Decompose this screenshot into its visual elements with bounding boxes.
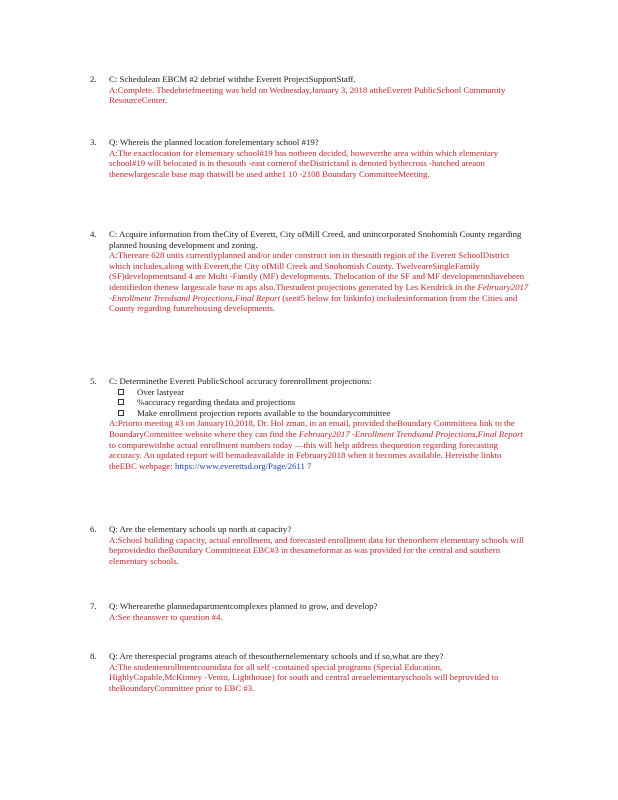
- item-number: 6.: [90, 524, 97, 534]
- item-question: C: Acquire information from theCity of Everett, City ofMill Creed, and unincorporated Snohomish County regarding planned housing development and zoning.: [109, 229, 522, 250]
- item-number: 2.: [90, 74, 97, 84]
- bullet-item: [109, 387, 530, 398]
- report-title: February2017 -Enrollment Trendsand Projections,Final Report: [298, 428, 523, 439]
- item-answer: [109, 250, 530, 314]
- answer-text: A:Thereare 628 units currentlyplanned and/or under construct ion in thesouth region of the Everett SchoolDistrict which includes,along with Everett,the City ofMill Creek and Snohomish County. TwelveareSingleFamily (SF)developmentsand 4 are Multi -Family (MF) developments. Thelocation of the SF and MF developmentshavebeen identifiedon thenew largescale base m aps also.Thestudent projections generated by Les Kendrick in the: [109, 250, 525, 292]
- item-question: Q: Are therespecial programs ateach of thesouthernelementary schools and if so,what are they?: [109, 651, 444, 661]
- item-number: 5.: [90, 376, 97, 386]
- bullet-text: %accuracy regarding thedata and projections: [137, 397, 296, 408]
- item-answer: A:The exactlocation for elementary school#19 has notbeen decided, howeverthe area within which elementary school#19 will belocated is in thesouth -east cornerof theDistrictand is denoted bythecross -hatched areaon thenewlargescale base map thatwill be used atthe1 10 -2108 Boundary CommitteeMeeting.: [109, 147, 499, 179]
- item-number: 7.: [90, 601, 97, 611]
- item-question: C: Schedulean EBCM #2 debrief withthe Everett ProjectSupportStaff.: [109, 74, 356, 84]
- ebc-webpage-link[interactable]: https://www.everettsd.org/Page/2611 7: [174, 460, 312, 471]
- answer-text: to comparewiththe actual enrollment numbers today —this will help address thequestion regarding forecasting accuracy. An updated report will bemadeavailable in February2018 when it becomes available. Hereisthe linkto theEBC webpage:: [109, 439, 502, 471]
- item-question: Q: Are the elementary schools up north at capacity?: [109, 524, 292, 534]
- checkbox-icon: [118, 410, 124, 416]
- bullet-item: [109, 397, 530, 408]
- item-number: 8.: [90, 651, 97, 661]
- item-number: 4.: [90, 229, 97, 239]
- answer-text: A:Priorto meeting #3 on January10,2018, Dr. Hol zman, in an email, provided theBoundary Committeea link to the BoundaryCommittee website where they can find the: [109, 418, 515, 439]
- answer-text: (see#5 below for linkinfo) includesinformation from the Cities and County regarding futurehousing developments.: [109, 292, 518, 314]
- bullet-text: Over lastyear: [137, 386, 185, 397]
- item-answer: A:School building capacity, actual enrollment, and forecasted enrollment data for thenorthern elementary schools will beprovidedto theBoundary Committeeat EBC#3 in thesameformat as was provided for the central and southern elementary schools.: [109, 534, 524, 566]
- item-answer: A:Complete. Thedebriefmeeting was held on Wednesday,January 3, 2018 attheEverett PublicSchool Community ResourceCenter.: [109, 84, 506, 106]
- item-answer: [109, 418, 530, 471]
- checkbox-icon: [118, 399, 124, 405]
- item-question: Q: Whereis the planned location forelementary school #19?: [109, 137, 319, 147]
- item-answer: A:See theanswer to question #4.: [109, 611, 223, 622]
- bullet-item: [109, 408, 530, 419]
- item-question: Q: Wherearethe plannedapartmentcomplexes planned to grow, and develop?: [109, 601, 378, 611]
- report-title: February2017 -Enrollment Trendsand Projections,Final Report: [109, 281, 529, 303]
- item-number: 3.: [90, 137, 97, 147]
- bullet-list: [109, 387, 530, 419]
- checkbox-icon: [118, 389, 124, 395]
- bullet-text: Make enrollment projection reports available to the boundarycommittee: [137, 407, 391, 418]
- item-question: C: Determinethe Everett PublicSchool accuracy forenrollment projections:: [109, 376, 372, 386]
- item-answer: A:The studentenrollmentcountdata for all self -contained special programs (Special Education, HighlyCapable,McKinney -Vento, Lighthouse) for south and central areaelementaryschools will beprovided to theBoundaryCommittee prior to EBC #3.: [109, 661, 499, 693]
